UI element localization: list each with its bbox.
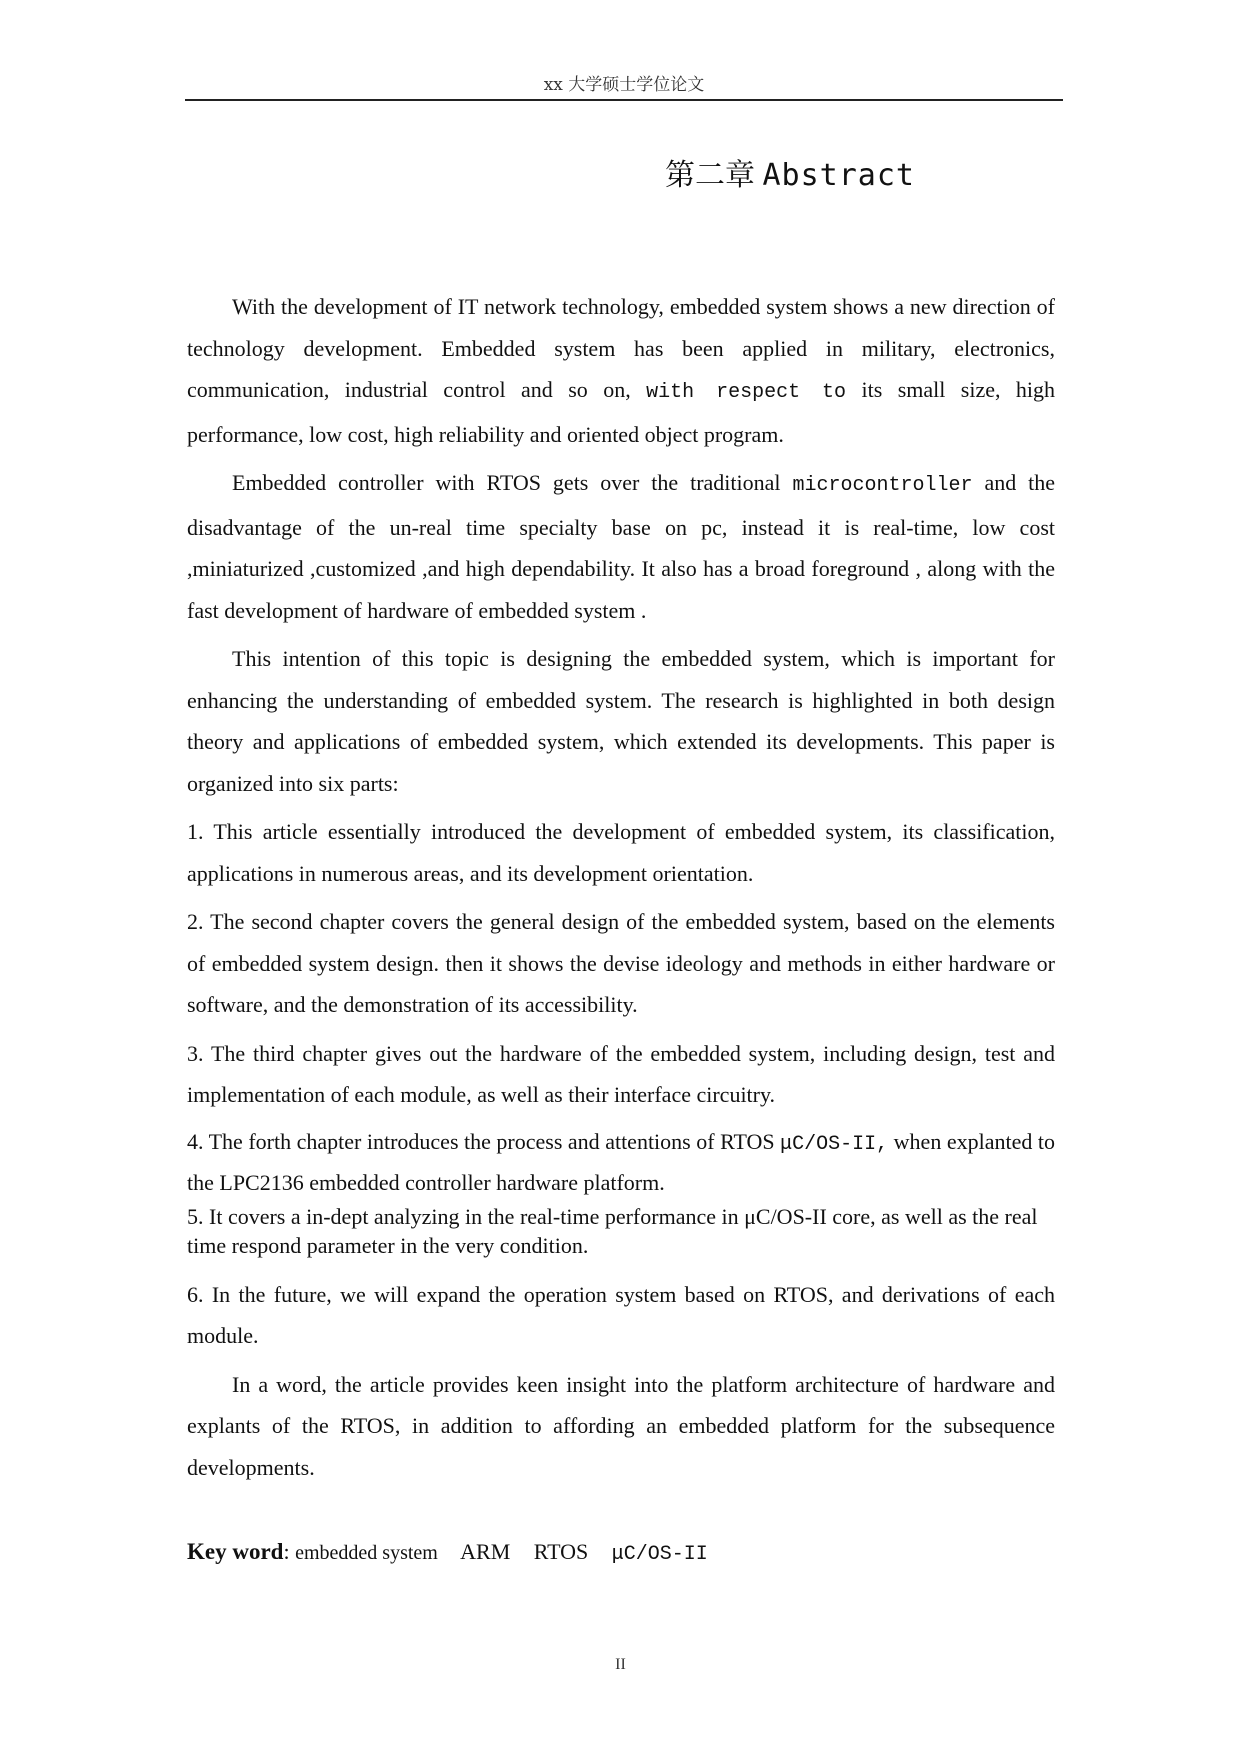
keywords-label: Key word: [187, 1539, 284, 1564]
list-item-3: 3. The third chapter gives out the hardware of the embedded system, including design, test and implementation of each module, as well as their interface circuitry.: [187, 1040, 1055, 1107]
keyword-item: RTOS: [533, 1539, 589, 1564]
keyword-item: embedded system: [295, 1542, 438, 1564]
abstract-body: [187, 286, 1055, 1488]
keyword-item: ARM: [460, 1539, 511, 1564]
list-item-6: 6. In the future, we will expand the operation system based on RTOS, and derivations of each module.: [187, 1281, 1055, 1348]
paragraph-3: This intention of this topic is designing the embedded system, which is important for enhancing the understanding of embedded system. The research is highlighted in both design theory and applications of embedded system, which extended its developments. This paper is organized into six parts:: [187, 646, 1055, 796]
keyword-item: μC/OS-II: [611, 1543, 708, 1566]
list-item-1: 1. This article essentially introduced the development of embedded system, its classification, applications in numerous areas, and its development orientation.: [187, 819, 1055, 886]
paragraph-1: With the development of IT network technology, embedded system shows a new direction of technology development. Embedded system has been applied in military, electronics, communication, industrial control and so on, with respect to its small size, high performance, low cost, high reliability and oriented object program.: [187, 294, 1056, 447]
paragraph-2: Embedded controller with RTOS gets over the traditional microcontroller and the disadvantage of the un-real time specialty base on pc, instead it is real-time, low cost ,miniaturized ,customized ,and high dependability. It also has a broad foreground , along with the fast development of hardware of embedded system .: [187, 470, 1056, 623]
list-item-2: 2. The second chapter covers the general design of the embedded system, based on the elements of embedded system design. then it shows the devise ideology and methods in either hardware or software, and the demonstration of its accessibility.: [187, 909, 1055, 1017]
chapter-name: Abstract: [762, 158, 915, 193]
chapter-number: 第二章: [665, 158, 755, 193]
chapter-title: [665, 150, 915, 194]
keywords-colon: :: [283, 1539, 290, 1564]
list-item-5: 5. It covers a in-dept analyzing in the real-time performance in μC/OS-II core, as well as the real time respond parameter in the very condition.: [187, 1203, 1038, 1258]
header-divider: [185, 99, 1063, 101]
page-number: II: [615, 1656, 626, 1673]
list-item-4: 4. The forth chapter introduces the process and attentions of RTOS μC/OS-II, when explanted to the LPC2136 embedded controller hardware platform.: [187, 1128, 1055, 1195]
paragraph-4: In a word, the article provides keen insight into the platform architecture of hardware and explants of the RTOS, in addition to affording an embedded platform for the subsequence developments.: [187, 1371, 1055, 1480]
keywords-line: [187, 1539, 708, 1566]
running-header: xx 大学硕士学位论文: [543, 75, 705, 95]
